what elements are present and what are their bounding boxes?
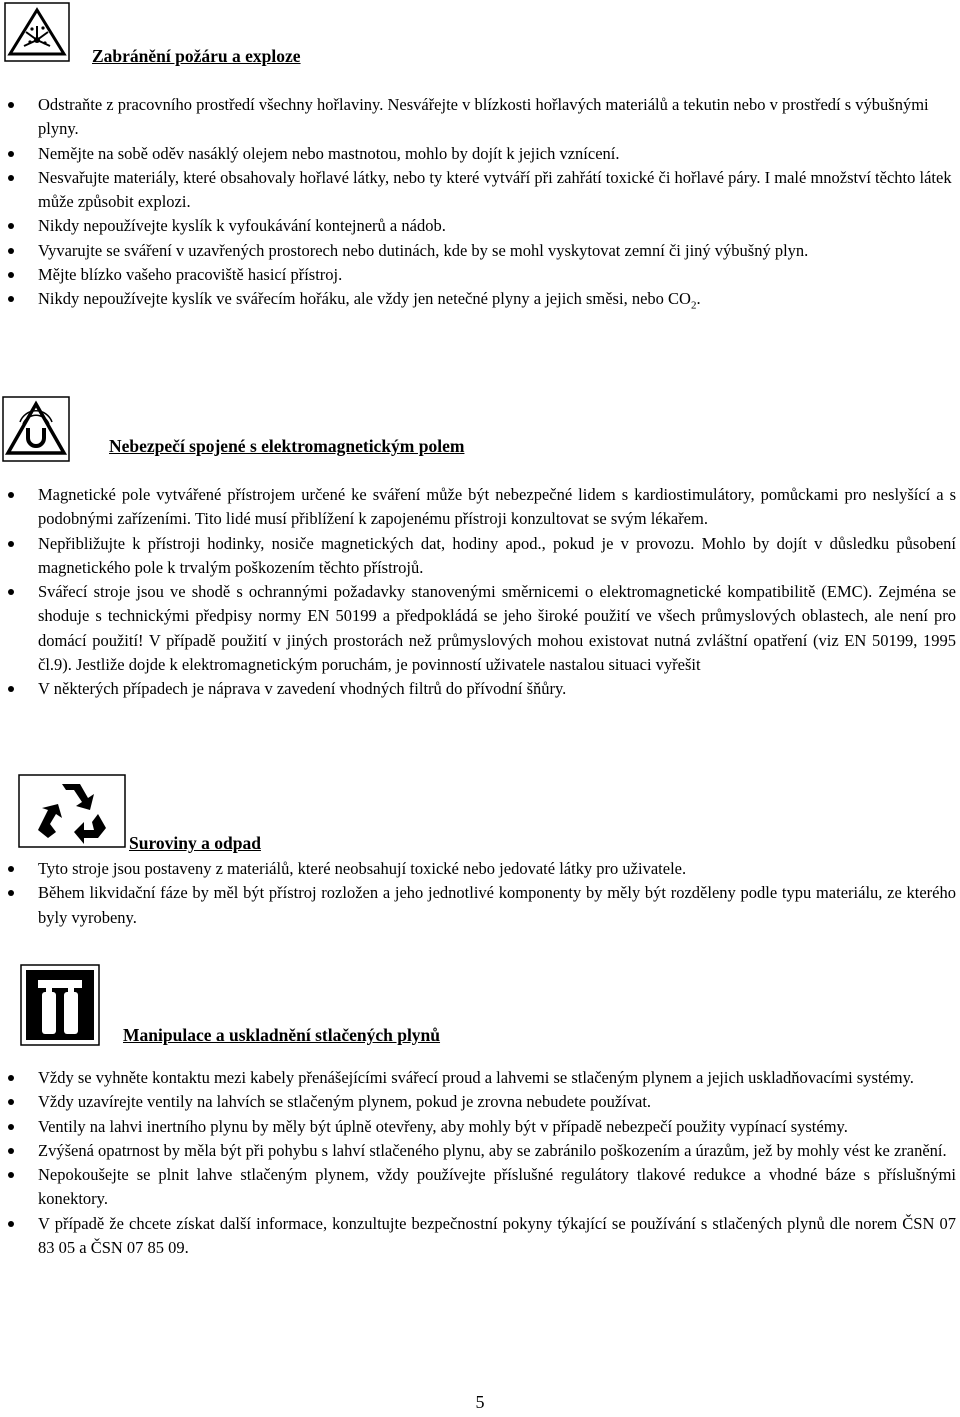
bullet-icon — [8, 1124, 14, 1130]
list-item: Magnetické pole vytvářené přístrojem určené ke sváření může být nebezpečné lidem s kardiostimulátory, pomůckami pro neslyšící a s podobnými zařízeními. Tito lidé musí přiblížení k zapojenému přístroji konzultovat se svým lékařem. — [0, 483, 956, 532]
bullet-icon — [8, 296, 14, 302]
list-item: Svářecí stroje jsou ve shodě s ochrannými požadavky stanovenými směrnicemi o elektromagnetické kompatibilitě (EMC). Zejména se shoduje s technickými předpisy normy EN 50199 a předpokládá se jeho široké použití ve všech průmyslových oblastech, ale není pro domácí použití! V případě použití v jiných prostorách než průmyslových mohou existovat nutná zvláštní opatření (viz EN 50199, 1995 čl.9). Jestliže dojde k elektromagnetickým poruchám, je povinností uživatele nastalou situaci vyřešit — [0, 580, 956, 677]
section-heading: Suroviny a odpad — [129, 833, 261, 853]
list-item: Vždy uzavírejte ventily na lahvích se stlačeným plynem, pokud je zrovna nebudete používat. — [0, 1090, 956, 1114]
subscript: 2 — [690, 299, 697, 312]
bullet-icon — [8, 272, 14, 278]
gas-cylinders-icon — [20, 964, 100, 1046]
bullet-icon — [8, 541, 14, 547]
list-item: Nepokoušejte se plnit lahve stlačeným plynem, vždy používejte příslušné regulátory tlakové redukce a vhodné báze s příslušnými konektory. — [0, 1163, 956, 1212]
list-item: Nikdy nepoužívejte kyslík k vyfoukávání kontejnerů a nádob. — [0, 214, 956, 238]
list-item: Nesvařujte materiály, které obsahovaly hořlavé látky, nebo ty které vytváří při zahřátí toxické či hořlavé páry. I malé množství těchto látek může způsobit explozi. — [0, 166, 956, 215]
bullet-icon — [8, 175, 14, 181]
list-item: V některých případech je náprava v zavedení vhodných filtrů do přívodní šňůry. — [0, 677, 956, 701]
bullet-icon — [8, 686, 14, 692]
list-item: Vždy se vyhněte kontaktu mezi kabely přenášejícími svářecí proud a lahvemi se stlačeným plynem a jejich uskladňovacími systémy. — [0, 1066, 956, 1090]
section-heading: Manipulace a uskladnění stlačených plynů — [123, 1025, 441, 1045]
section-heading: Zabránění požáru a exploze — [92, 46, 301, 66]
list-item: Vyvarujte se sváření v uzavřených prostorech nebo dutinách, kde by se mohl vyskytovat zemní či jiný výbušný plyn. — [0, 239, 956, 263]
list-item: V případě že chcete získat další informace, konzultujte bezpečnostní pokyny týkající se používání s stlačených plynů dle norem ČSN 07 83 05 a ČSN 07 85 09. — [0, 1212, 956, 1261]
raw-materials-list — [0, 857, 956, 930]
bullet-icon — [8, 1172, 14, 1178]
list-item: Tyto stroje jsou postaveny z materiálů, které neobsahují toxické nebo jedovaté látky pro uživatele. — [0, 857, 956, 881]
page-number: 5 — [475, 1392, 485, 1412]
em-field-list — [0, 483, 956, 702]
bullet-icon — [8, 223, 14, 229]
bullet-icon — [8, 1221, 14, 1227]
list-item: Zvýšená opatrnost by měla být při pohybu s lahví stlačeného plynu, aby se zabránilo poškozením a úrazům, jež by mohly vést ke zranění. — [0, 1139, 956, 1163]
bullet-icon — [8, 102, 14, 108]
list-item: Nikdy nepoužívejte kyslík ve svářecím hořáku, ale vždy jen netečné plyny a jejich směsi, nebo $CO_2$. — [0, 287, 956, 318]
bullet-icon — [8, 1099, 14, 1105]
bullet-icon — [8, 890, 14, 896]
list-item: Ventily na lahvi inertního plynu by měly být úplně otevřeny, aby mohly být v případě nebezpečí použity vypínací systémy. — [0, 1115, 956, 1139]
bullet-icon — [8, 492, 14, 498]
list-item: Během likvidační fáze by měl být přístroj rozložen a jeho jednotlivé komponenty by měly být rozděleny podle typu materiálu, ze kterého byly vyrobeny. — [0, 881, 956, 930]
list-item: Mějte blízko vašeho pracoviště hasicí přístroj. — [0, 263, 956, 287]
list-item: Odstraňte z pracovního prostředí všechny hořlaviny. Nesvářejte v blízkosti hořlavých materiálů a tekutin nebo v prostředí s výbušnými plyny. — [0, 93, 956, 142]
list-item: Nepřibližujte k přístroji hodinky, nosiče magnetických dat, hodiny apod., pokud je v provozu. Mohlo by dojít v důsledku působení magnetického pole k trvalým poškozením těchto přístrojů. — [0, 532, 956, 581]
compressed-gas-list — [0, 1066, 956, 1260]
magnetic-field-warning-icon — [2, 396, 70, 462]
bullet-icon — [8, 248, 14, 254]
list-item: Nemějte na sobě oděv nasáklý olejem nebo mastnotou, mohlo by dojít k jejich vznícení. — [0, 142, 956, 166]
recycling-icon — [18, 774, 126, 848]
bullet-icon — [8, 1075, 14, 1081]
bullet-icon — [8, 589, 14, 595]
bullet-icon — [8, 151, 14, 157]
fire-explosion-list — [0, 93, 956, 318]
bullet-icon — [8, 1148, 14, 1154]
bullet-icon — [8, 866, 14, 872]
section-heading: Nebezpečí spojené s elektromagnetickým polem — [109, 436, 465, 456]
explosion-warning-icon — [4, 2, 70, 62]
